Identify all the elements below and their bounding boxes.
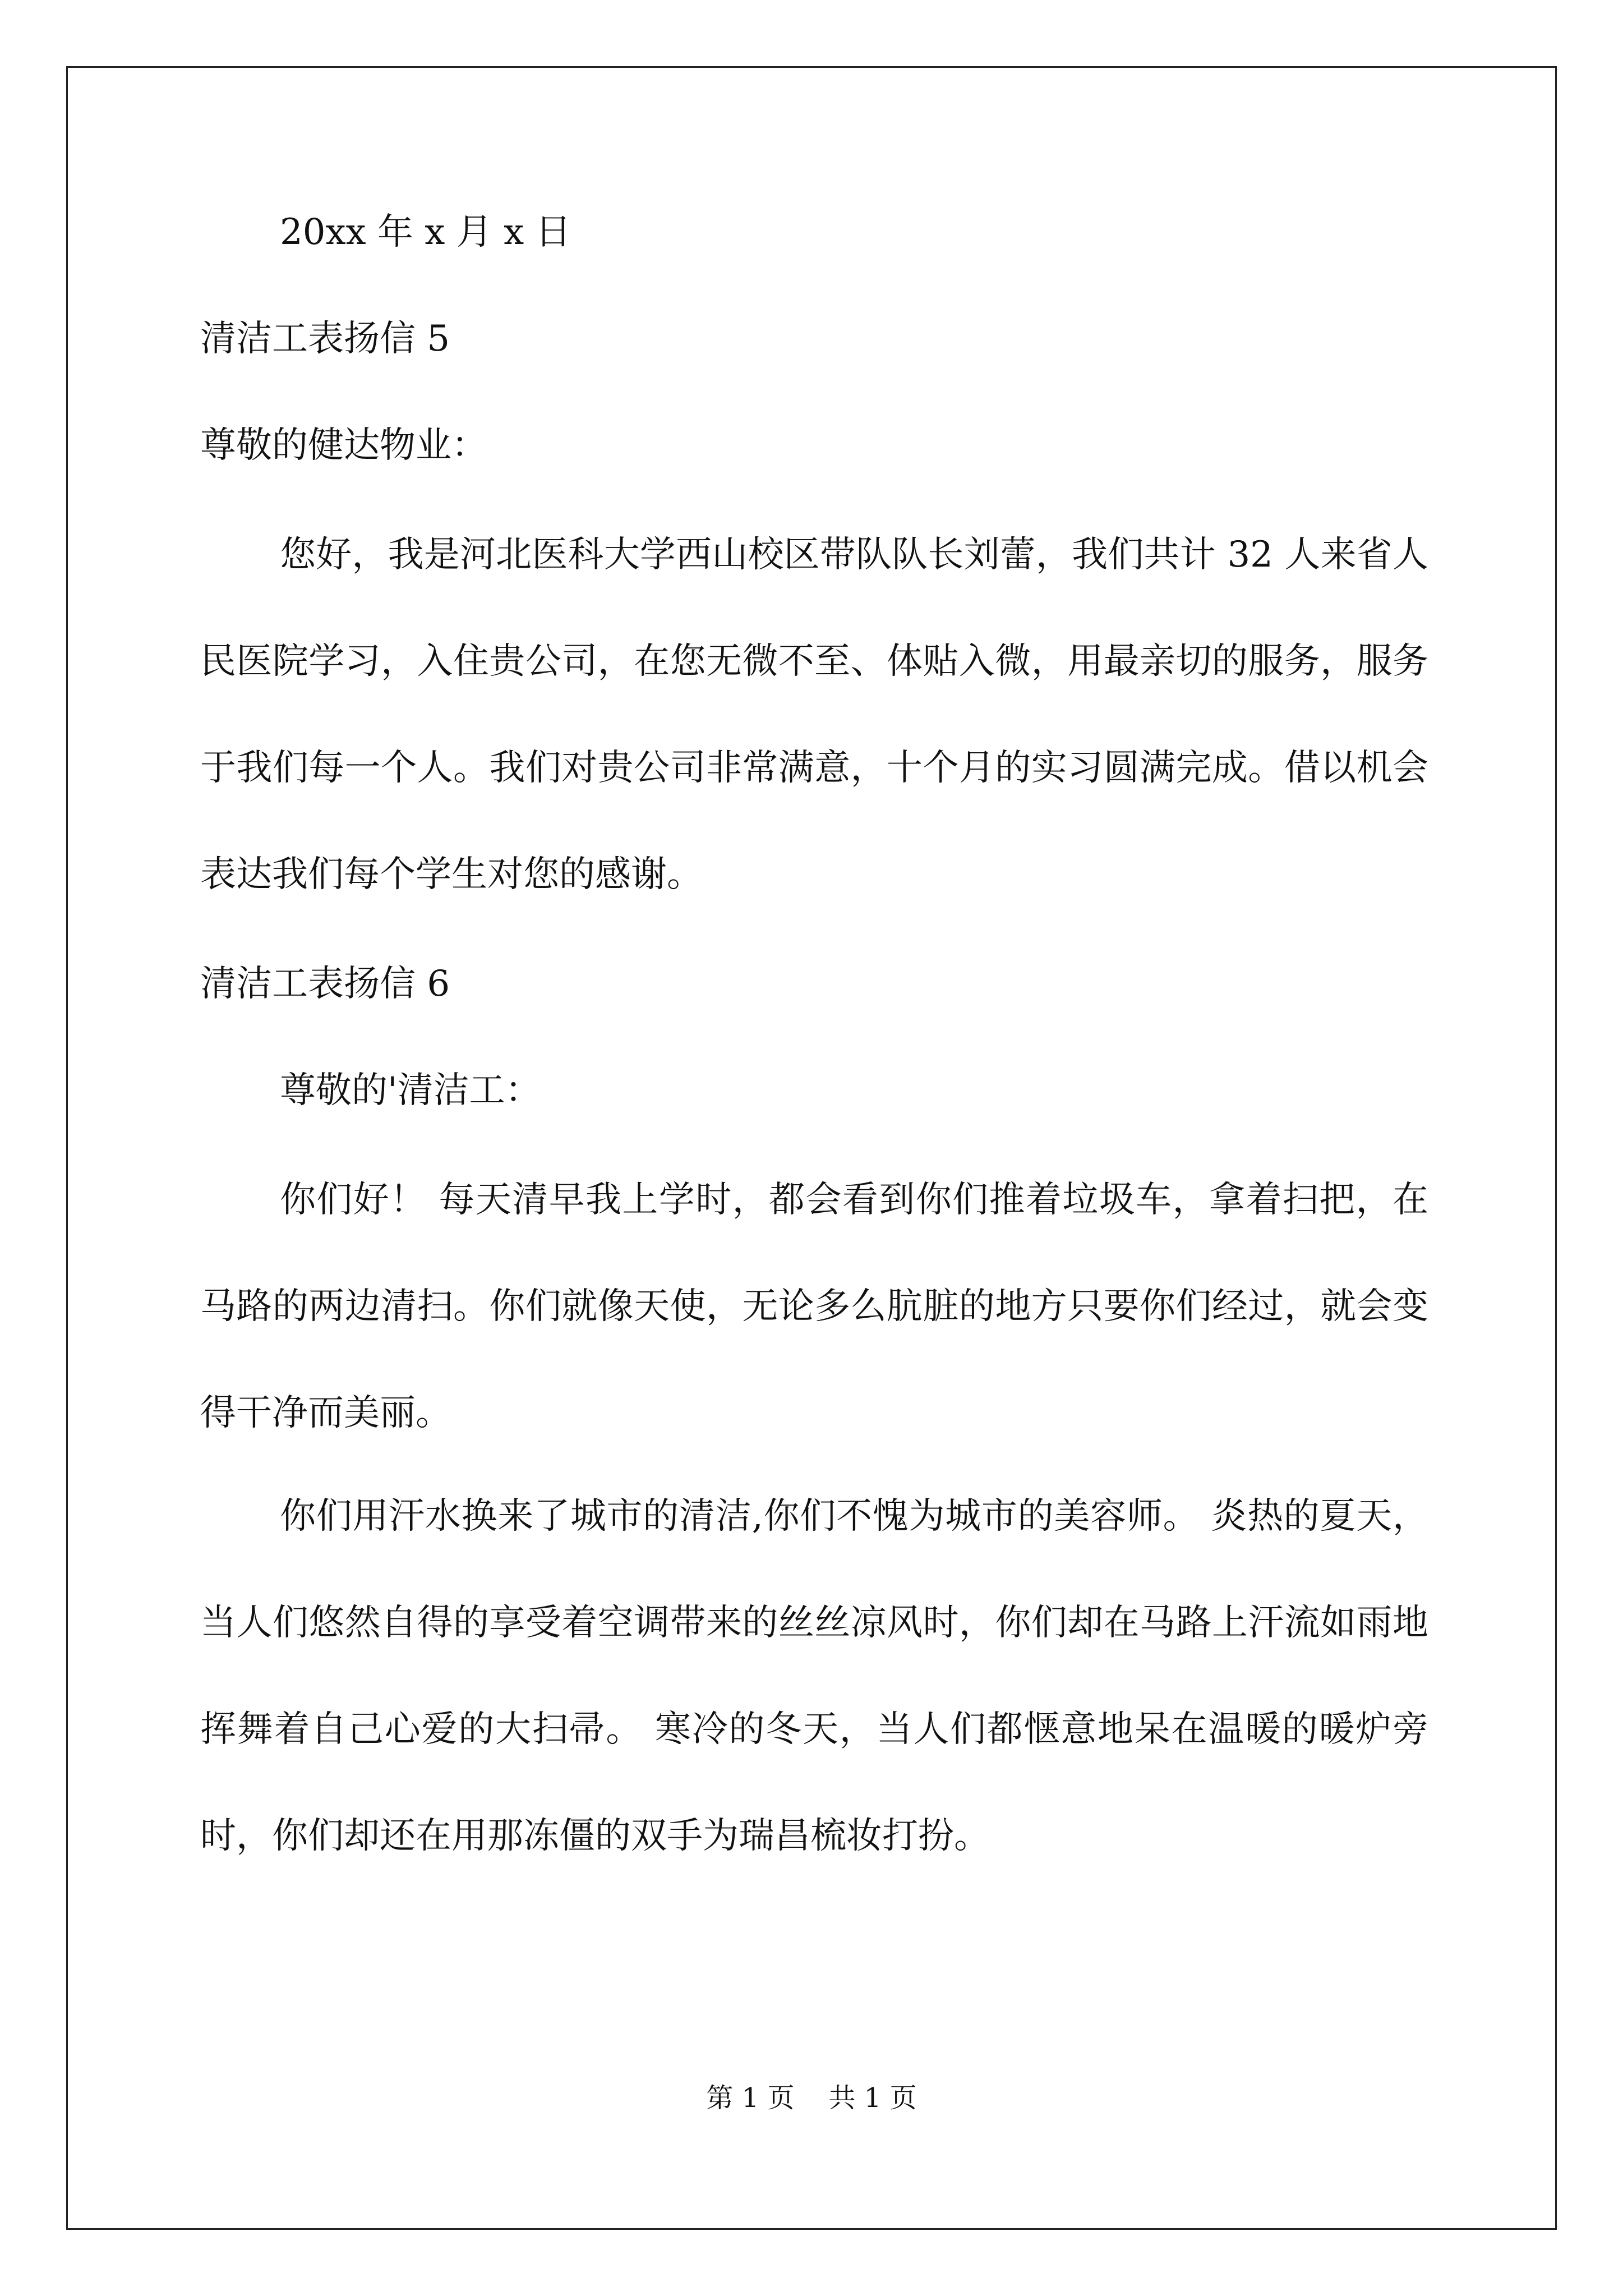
letter5-salutation: 尊敬的健达物业： bbox=[200, 425, 487, 466]
letter5-body: 您好，我是河北医科大学西山校区带队队长刘蕾，我们共计 32 人来省人民医院学习，入住贵公司，在您无微不至、体贴入微，用最亲切的服务，服务于我们每一个人。我们对贵公司非常满意，十个月的实习圆满完成。借以机会表达我们每个学生对您的感谢。 bbox=[200, 534, 1428, 895]
date-line: 20xx 年 x 月 x 日 bbox=[280, 211, 571, 253]
letter5-title: 清洁工表扬信 5 bbox=[200, 318, 450, 360]
page-footer: 第 1 页 共 1 页 bbox=[706, 2082, 917, 2114]
letter6-title: 清洁工表扬信 6 bbox=[200, 963, 450, 1005]
letter6-salutation: 尊敬的'清洁工： bbox=[280, 1070, 541, 1111]
document-body bbox=[200, 211, 1428, 1889]
letter6-paragraph-2: 你们用汗水换来了城市的清洁,你们不愧为城市的美容师。 炎热的夏天，当人们悠然自得的享受着空调带来的丝丝凉风时，你们却在马路上汗流如雨地挥舞着自己心爱的大扫帚。 寒冷的冬天，当人们都惬意地呆在温暖的暖炉旁时，你们却还在用那冻僵的双手为瑞昌梳妆打扮。 bbox=[200, 1496, 1428, 1857]
letter6-paragraph-1: 你们好！ 每天清早我上学时，都会看到你们推着垃圾车，拿着扫把，在马路的两边清扫。你们就像天使，无论多么肮脏的地方只要你们经过，就会变得干净而美丽。 bbox=[200, 1179, 1428, 1434]
